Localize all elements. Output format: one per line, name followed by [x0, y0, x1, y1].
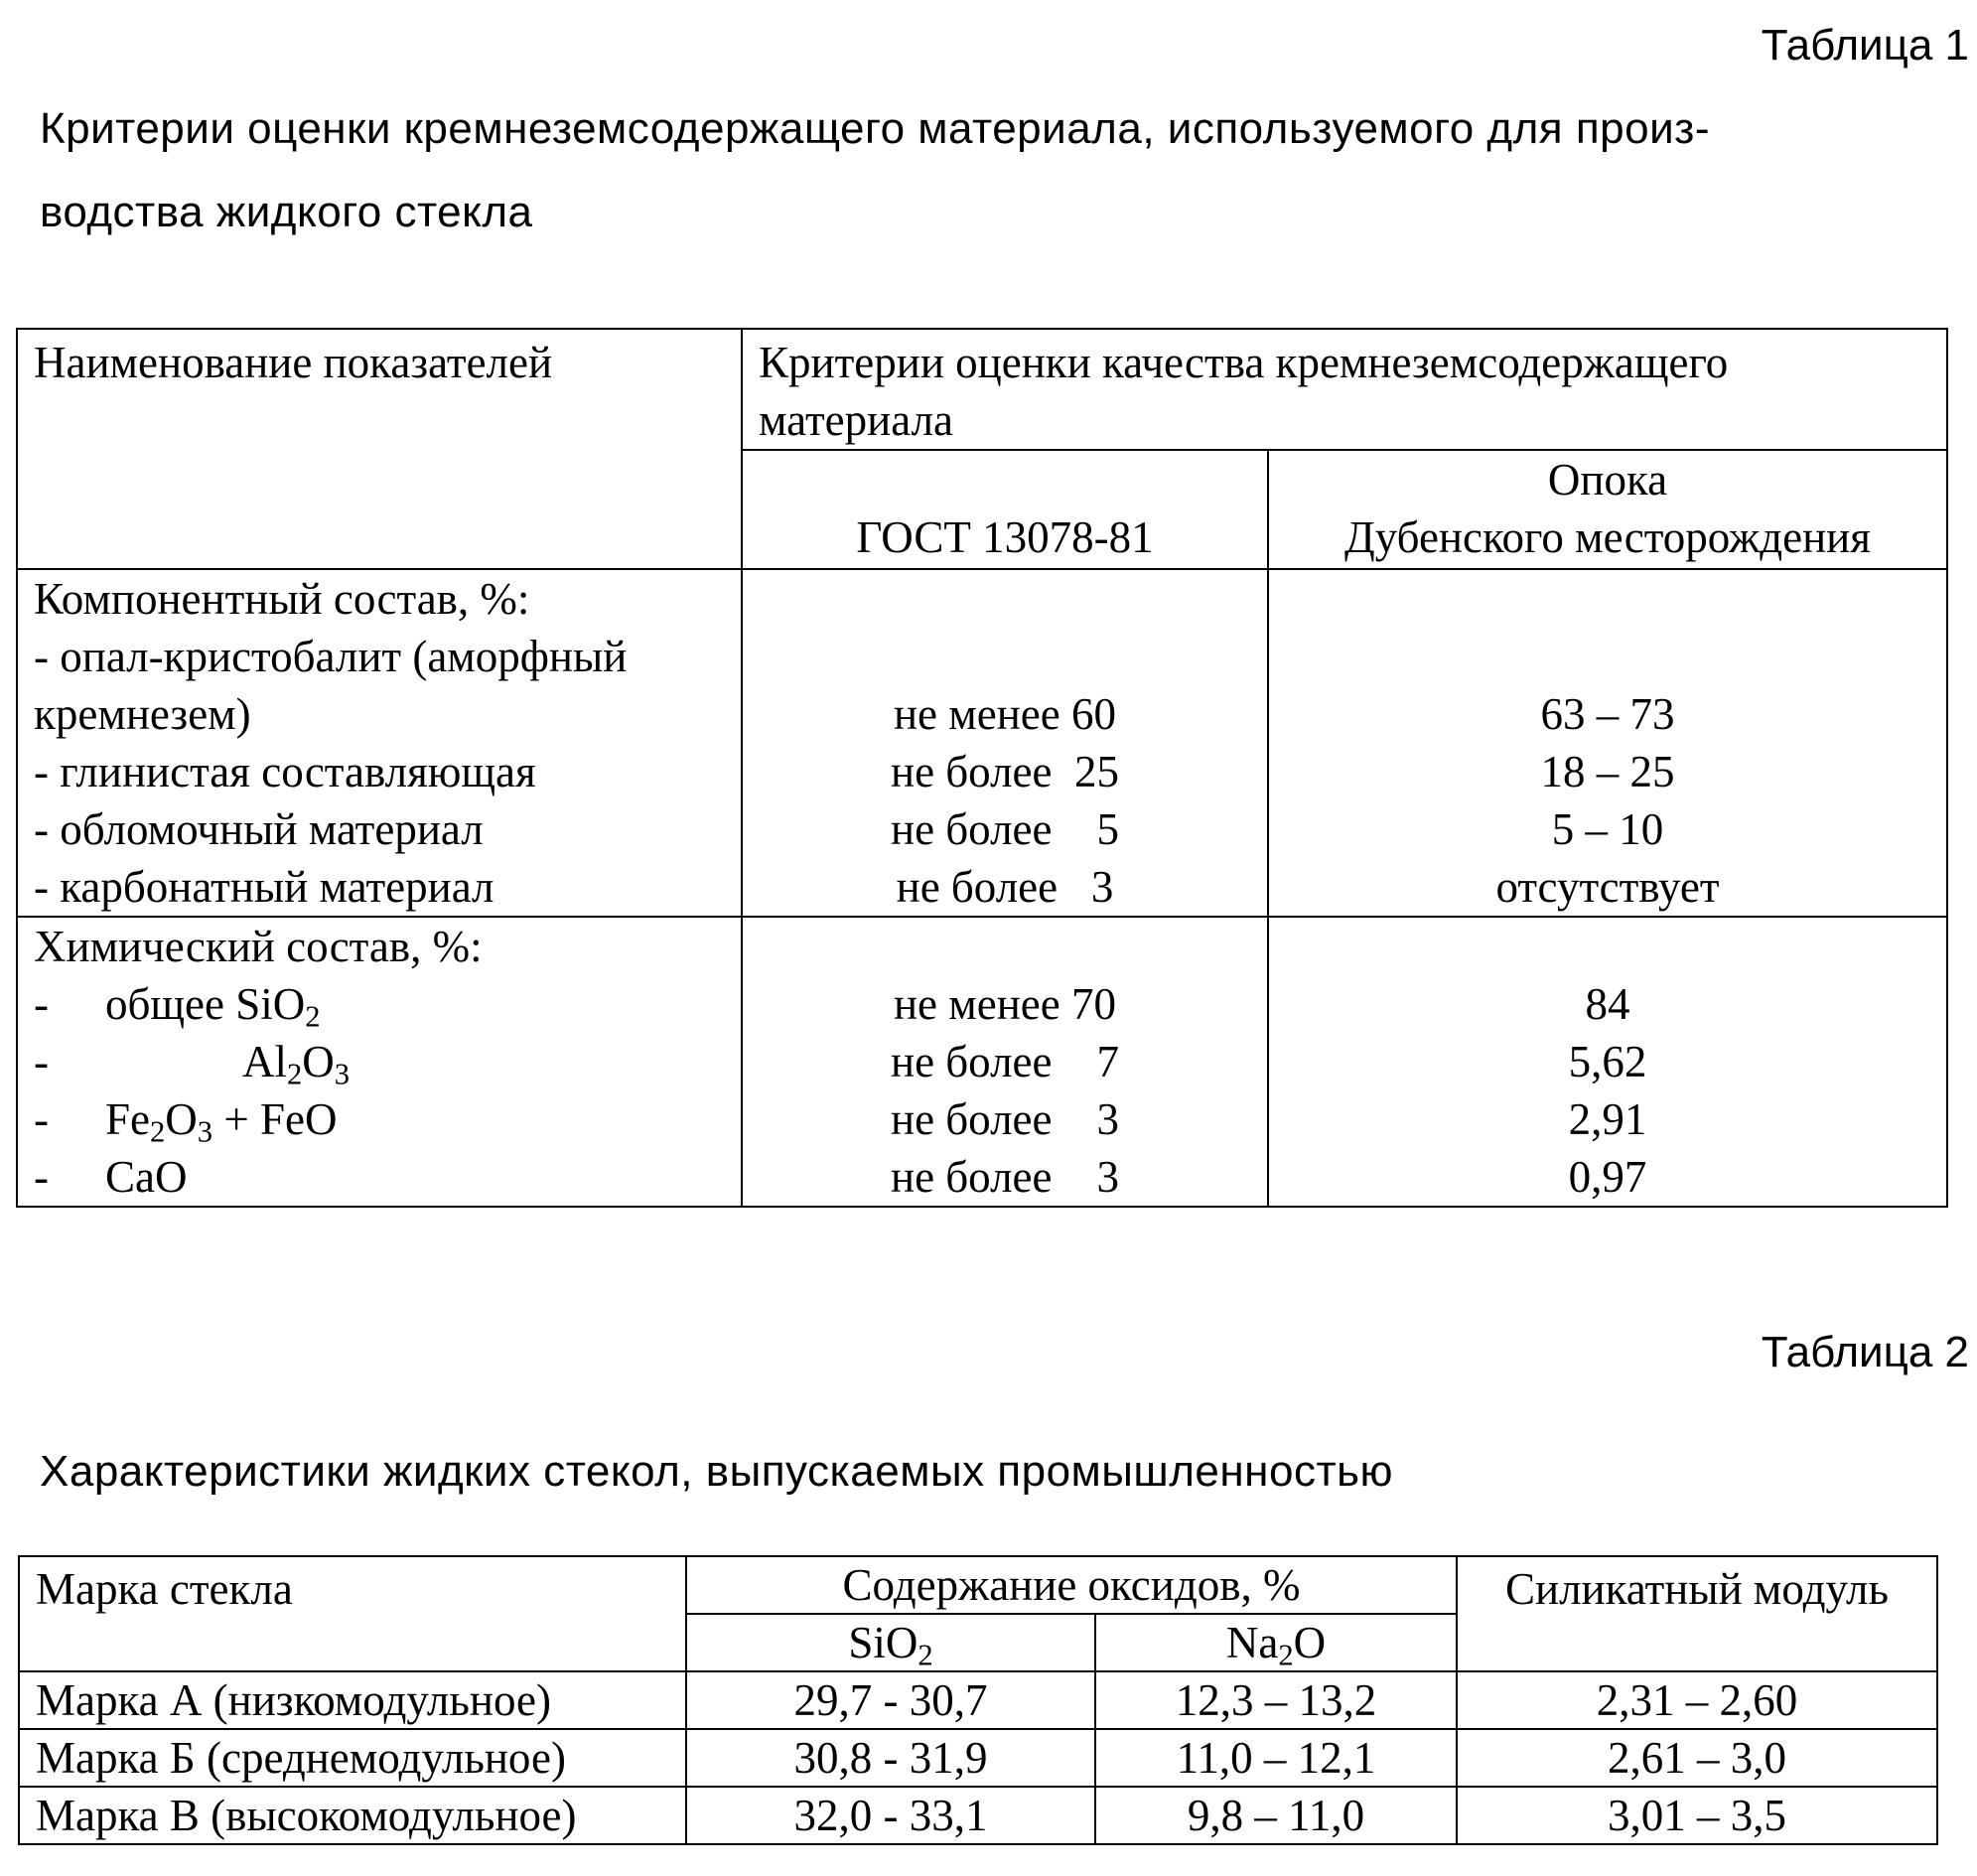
t1-s2-row4-opoka: 0,97 — [1568, 1152, 1647, 1202]
t2-row3-sio2: 32,0 - 33,1 — [686, 1787, 1095, 1844]
t2-header-mark-text: Марка стекла — [36, 1564, 293, 1614]
t2-row3-na2o: 9,8 – 11,0 — [1095, 1787, 1457, 1844]
t1-header-group — [742, 329, 1947, 450]
table1-title-line2: водства жидкого стекла — [40, 188, 533, 236]
table1-label: Таблица 1 — [1761, 21, 1969, 70]
t2-header-oxides-text: Содержание оксидов, % — [842, 1560, 1301, 1610]
t2-row1-mark: Марка А (низкомодульное) — [19, 1671, 686, 1729]
t1-header-group-text: Критерии оценки качества кремнеземсодержащего материала — [759, 338, 1729, 445]
t1-section1-opoka — [1268, 569, 1947, 917]
t2-row3-modulus: 3,01 – 3,5 — [1457, 1787, 1937, 1844]
t1-s1-row2-gost: не более 25 — [890, 747, 1119, 796]
t1-header-col1-text: Наименование показателей — [34, 338, 553, 387]
t2-row1-sio2: 29,7 - 30,7 — [686, 1671, 1095, 1729]
t1-s2-row3-opoka: 2,91 — [1568, 1094, 1647, 1144]
t1-s1-row3-gost: не более 5 — [890, 804, 1119, 854]
t2-row2-sio2: 30,8 - 31,9 — [686, 1729, 1095, 1787]
t2-row1-na2o: 12,3 – 13,2 — [1095, 1671, 1457, 1729]
t2-row2-modulus: 2,61 – 3,0 — [1457, 1729, 1937, 1787]
t1-section2-opoka — [1268, 917, 1947, 1207]
t1-s1-row4-name: - карбонатный материал — [34, 862, 494, 912]
t1-s1-row4-opoka: отсутствует — [1495, 862, 1720, 912]
table2-title: Характеристики жидких стекол, выпускаемых промышленностью — [40, 1447, 1394, 1496]
t1-s1-row1-opoka: 63 – 73 — [1540, 689, 1675, 739]
t1-header-opoka-line2: Дубенского месторождения — [1344, 512, 1871, 562]
table1-title-line1: Критерии оценки кремнеземсодержащего материала, используемого для произ- — [40, 104, 1711, 153]
t2-row2-mark: Марка Б (среднемодульное) — [19, 1729, 686, 1787]
t2-row1-modulus: 2,31 – 2,60 — [1457, 1671, 1937, 1729]
t2-header-na2o: $Na_2O$ — [1095, 1614, 1457, 1671]
t2-header-oxides — [686, 1556, 1457, 1614]
t2-header-sio2: SiO$_2$ — [686, 1614, 1095, 1671]
t2-row3-mark: Марка В (высокомодульное) — [19, 1787, 686, 1844]
t1-header-col1 — [17, 329, 742, 569]
table2 — [18, 1555, 1938, 1845]
t1-section2-gost — [742, 917, 1268, 1207]
t1-section1-row — [17, 569, 1947, 917]
t1-s2-row2-opoka: 5,62 — [1568, 1037, 1647, 1086]
t1-header-gost-text: ГОСТ 13078-81 — [856, 512, 1154, 562]
t1-s1-row1-name-line1: - опал-кристобалит (аморфный — [34, 632, 628, 681]
table2-label: Таблица 2 — [1761, 1328, 1969, 1376]
t1-s2-row1-name: - общее SiO$_2$ — [34, 979, 321, 1034]
t1-s1-row1-name-line2: кремнезем) — [34, 689, 251, 739]
t1-section1-title: Компонентный состав, %: — [34, 574, 530, 624]
t1-header-opoka-line1: Опока — [1547, 455, 1668, 505]
t1-s1-row4-gost: не более 3 — [896, 862, 1114, 912]
t2-row2-na2o: 11,0 – 12,1 — [1095, 1729, 1457, 1787]
t1-s2-row4-gost: не более 3 — [890, 1152, 1119, 1202]
table-row — [19, 1671, 1937, 1729]
table1-title — [40, 87, 1710, 254]
t1-s2-row4-name: - CaO — [34, 1152, 188, 1202]
t1-s1-row2-opoka: 18 – 25 — [1540, 747, 1675, 796]
t2-header-mark — [19, 1556, 686, 1671]
table1 — [16, 328, 1948, 1208]
t2-header-modulus-text: Силикатный модуль — [1504, 1564, 1889, 1614]
t1-s2-row3-name: - $Fe_2O_3$ + FeO — [34, 1094, 338, 1149]
t1-s2-row1-opoka: 84 — [1585, 979, 1630, 1029]
table-row — [19, 1729, 1937, 1787]
t1-s2-row2-gost: не более 7 — [890, 1037, 1119, 1086]
t1-s1-row3-name: - обломочный материал — [34, 804, 484, 854]
t2-header-modulus — [1457, 1556, 1937, 1671]
t1-header-gost — [742, 450, 1268, 569]
t1-section2-names — [17, 917, 742, 1207]
t1-s2-row2-name: - $Al_2O_3$ — [34, 1037, 351, 1091]
t1-section1-gost — [742, 569, 1268, 917]
t1-header-opoka — [1268, 450, 1947, 569]
table-row — [19, 1787, 1937, 1844]
t1-s2-row1-gost: не менее 70 — [893, 979, 1117, 1029]
t1-s1-row1-gost: не менее 60 — [893, 689, 1117, 739]
t1-s1-row3-opoka: 5 – 10 — [1551, 804, 1664, 854]
t1-section1-names — [17, 569, 742, 917]
t1-section2-row — [17, 917, 1947, 1207]
t1-s2-row3-gost: не более 3 — [890, 1094, 1119, 1144]
t1-section2-title: Химический состав, %: — [34, 922, 483, 971]
t1-s1-row2-name: - глинистая составляющая — [34, 747, 536, 796]
